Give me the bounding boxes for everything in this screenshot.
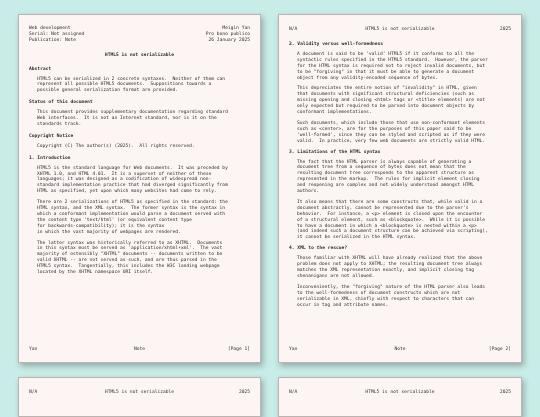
document-page-1: [18, 14, 261, 363]
section-heading: Abstract: [29, 66, 52, 72]
header-series: N/A: [29, 390, 38, 395]
paragraph: It also means that there are some constructs that, while valid in a document abstractly, cannot be represented due to the parser's behavior. For instance, a <p> element is closed upon the encounter of a structural element, such as <blockquote>. While it is possible to have a document in which a <blockquote> is nested within a <p> (and indeed such a document structure can be achieved via scripting), it cannot be serialized in the HTML syntax.: [297, 199, 488, 241]
page-body: [289, 42, 511, 313]
footer-page-number: [Page 1]: [227, 347, 251, 352]
paragraph: This document provides supplementary documentation regarding standard Web interfaces. It is not an Internet standard, nor is it on the standards track.: [37, 110, 228, 127]
section-heading: 1. Introduction: [29, 155, 71, 161]
paragraph: HTML5 can be serialized in 2 concrete syntaxes. Neither of them can represent all possible HTML5 documents. Suppositions towards a possible general serialization format are provided.: [37, 76, 226, 94]
footer-author: Yan: [29, 347, 38, 352]
paragraph: The latter syntax was historically referred to as XHTML. Documents in this syntax must be served as 'application/xhtml+xml'. The vast majority of ostensibly "XHTML" documents -- documents written to be valid XHTML -- are not served as such, and are thus parsed in the HTML5 syntax. Tangentially, this includes the W3C landing webpage located by the XHTML namespace URI itself.: [37, 240, 223, 276]
header-right-line: Pro bono publico: [205, 31, 250, 37]
section-heading: Copyright Notice: [29, 133, 74, 139]
header-title: HTML5 is not serializable: [365, 27, 435, 32]
footer-type: Note: [133, 347, 146, 352]
document-page-2: [278, 14, 522, 363]
paragraph: A document is said to be 'valid' HTML5 if it conforms to all the syntactic rules specified in the HTML5 standard. However, the parser for the HTML syntax is required not to reject invalid documents, but to be "forgiving" in that it must be able to generate a document object from any validity-encoded sequence of bytes.: [297, 51, 488, 81]
header-year: 2025: [499, 390, 511, 395]
header-year: 2025: [499, 27, 511, 32]
header-series: N/A: [289, 27, 298, 32]
section-heading: Status of this document: [29, 100, 93, 106]
paragraph: Those familiar with XHTML will have already realized that the above problem does not apply to XHTML; the resulting document tree always matches the XML representation exactly, and implicit closing tag shenanigans are not allowed.: [297, 256, 483, 279]
document-page-4: [278, 377, 522, 417]
header-left-line: Web development: [29, 26, 71, 31]
header-right-line: Meigin Yan: [222, 26, 250, 31]
footer-page-number: [Page 2]: [488, 347, 511, 352]
header-title: HTML5 is not serializable: [104, 390, 175, 395]
page-body: [29, 26, 250, 281]
page-footer: [289, 347, 511, 352]
document-title: HTML5 is not serializable: [104, 52, 175, 58]
running-header: [289, 390, 511, 395]
header-left-line: Serial: Not assigned: [29, 31, 85, 37]
paragraph: This depreciates the entire notion of "invalidity" in HTML, given that documents with significant structural deficiencies (such as missing opening and closing <html> tags or <title> elements) are not only expected but required to be parsed into document objects by conformant implementations.: [297, 86, 486, 116]
paragraph: There are 2 serializations of HTML5 as specified in the standard: the HTML syntax, and the XML syntax. The former syntax is the syntax in which a conformant implementation would parse a document served with the content type 'text/html' (or equivalent content type for backwards-compatibility); it is the syntax in which the vast majority of webpages are rendered.: [37, 200, 228, 235]
paragraph: The fact that the HTML parser is always capable of generating a document tree from a sequence of bytes does not mean that the resulting document tree corresponds to the apparent structure as represented in the markup. The rules for implicit element closing and reopening are complex and not widely understood amongst HTML authors.: [297, 159, 480, 195]
paragraph: Copyright (C) The author(s) (2025). All rights reserved.: [37, 143, 195, 149]
running-header: [29, 390, 250, 395]
page-footer: [29, 347, 250, 352]
running-header: [289, 27, 511, 32]
paragraph: Such documents, which include those that use non-conformant elements such as <center>, are for the purposes of this paper said to be 'well-formed', since they can be styled and scripted as if they were valid. In practice, very few web documents are strictly valid HTML.: [297, 120, 486, 144]
footer-author: Yan: [289, 347, 298, 352]
document-page-3: [18, 377, 261, 417]
paragraph: Inconveniently, the "forgiving" nature of the HTML parser also leads to the well-formedness of document constructs which are not serializable in XML, chiefly with respect to characters that can occur in tag and attribute names.: [297, 284, 486, 308]
header-series: N/A: [289, 390, 298, 395]
section-heading: 4. XML to the rescue?: [289, 246, 348, 252]
memo-header: [29, 26, 250, 44]
section-heading: 3. Limitations of the HTML syntax: [289, 149, 381, 155]
header-year: 2025: [238, 390, 251, 395]
header-left-line: Publication: Note: [29, 37, 77, 43]
paragraph: HTML5 is the standard language for Web documents. It was preceded by XHTML 1.0, and HTML 4.01. It is a superset of neither of these languages; it was designed as a codification of widespread non- standard implementation practice that had diverged significantly from HTML as specified, yet upon which many websites had come to rely.: [37, 165, 228, 195]
header-right-line: 26 January 2025: [208, 37, 250, 43]
section-heading: 2. Validity versus well-formedness: [289, 42, 384, 47]
footer-type: Note: [394, 347, 406, 352]
header-title: HTML5 is not serializable: [365, 390, 435, 395]
